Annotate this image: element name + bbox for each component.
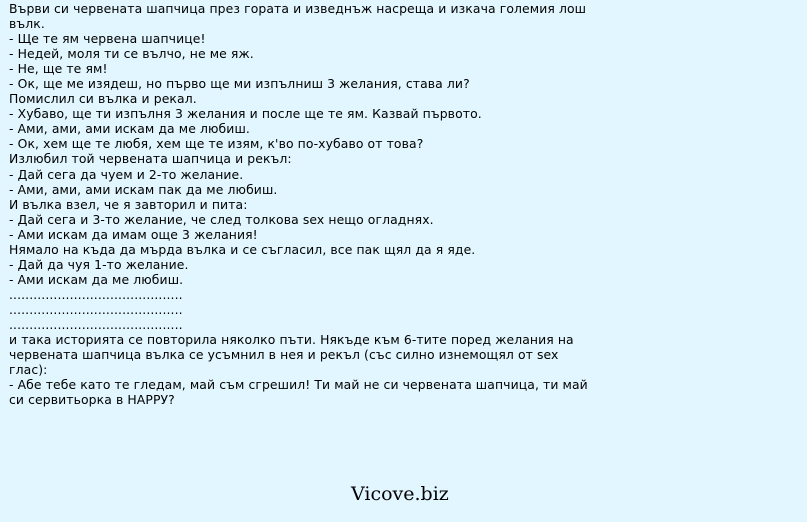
dotted-separator: ...........................................	[9, 286, 183, 302]
joke-text	[9, 1, 589, 407]
joke-line: - Ок, хем ще те любя, хем ще те изям, к'во по-хубаво от това?	[9, 136, 424, 152]
joke-line: - Недей, моля ти се вълчо, не ме яж.	[9, 46, 254, 62]
joke-line: - Дай сега да чуем и 2-то желание.	[9, 166, 244, 182]
joke-line: - Ами искам да ме любиш.	[9, 271, 184, 287]
joke-punchline: - Абе тебе като те гледам, май съм сгрешил! Ти май не си червената шапчица, ти май си сервитьорка в НАРРУ?	[9, 377, 588, 408]
joke-line: И вълка взел, че я завторил и пита:	[9, 196, 248, 212]
dotted-separator: ...........................................	[9, 301, 183, 317]
joke-line: - Ами, ами, ами искам да ме любиш.	[9, 121, 250, 137]
joke-line: Нямало на къда да мърда вълка и се съгласил, все пак щял да я яде.	[9, 241, 476, 257]
dotted-separator: ...........................................	[9, 316, 183, 332]
joke-line: Върви си червената шапчица през гората и изведнъж насреща и изкача големия лош вълк.	[9, 1, 587, 32]
joke-line: - Ами искам да имам още 3 желания!	[9, 226, 258, 242]
joke-line: - Хубаво, ще ти изпълня 3 желания и после ще те ям. Казвай първото.	[9, 106, 482, 122]
joke-line: - Ще те ям червена шапчице!	[9, 31, 206, 47]
joke-line: - Дай да чуя 1-то желание.	[9, 256, 189, 272]
joke-line: - Ок, ще ме изядеш, но първо ще ми изпълниш 3 желания, става ли?	[9, 76, 470, 92]
joke-line: Помислил си вълка и рекал.	[9, 91, 197, 107]
joke-line: - Ами, ами, ами искам пак да ме любиш.	[9, 181, 278, 197]
joke-line: и така историята се повторила няколко пъти. Някъде към 6-тите поред желания на червената шапчица вълка се усъмнил в нея и рекъл (със силно изнемощял от sex глас):	[9, 332, 574, 378]
joke-line: - Не, ще те ям!	[9, 61, 108, 77]
joke-line: - Дай сега и 3-то желание, че след толкова sex нещо огладнях.	[9, 211, 434, 227]
site-watermark: Vicove.biz	[351, 483, 449, 505]
joke-line: Излюбил той червената шапчица и рекъл:	[9, 151, 292, 167]
